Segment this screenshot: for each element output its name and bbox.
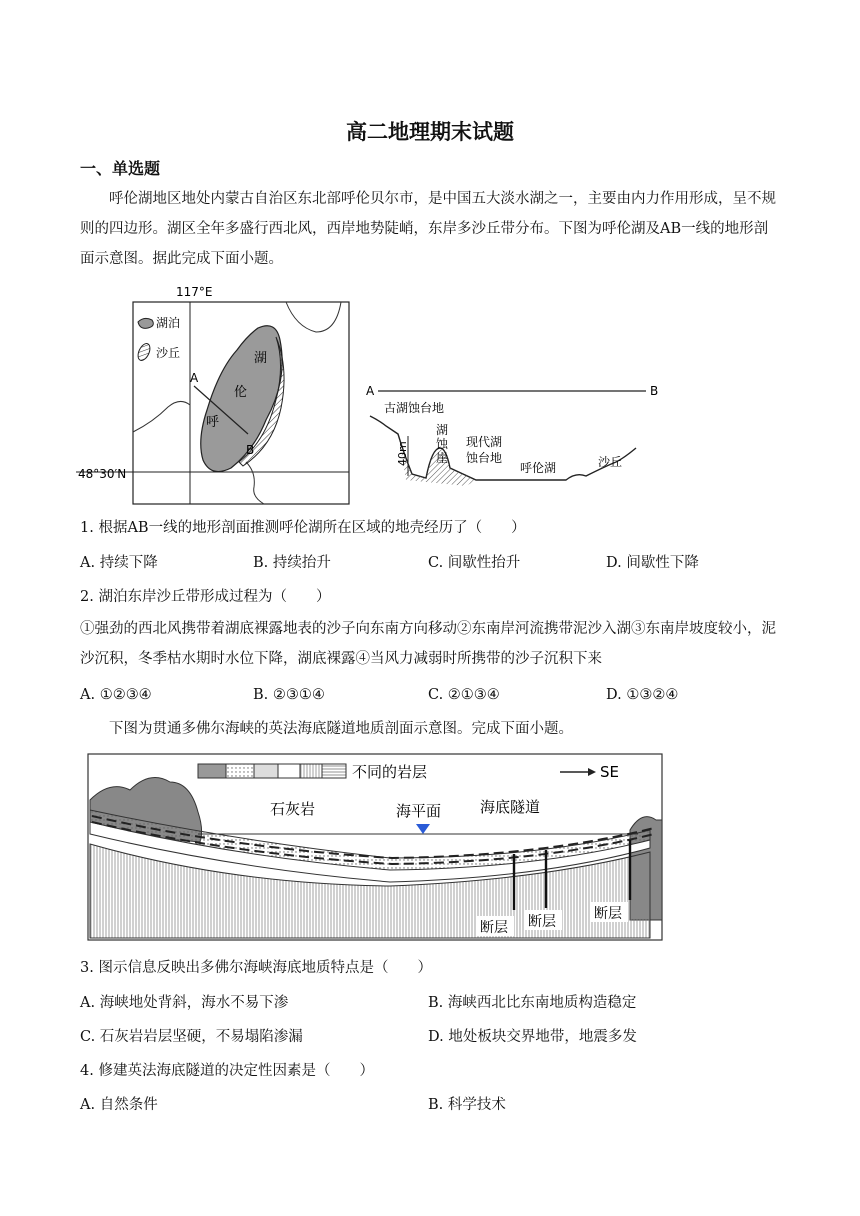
q2-option-d[interactable]: D. ①③②④ (606, 687, 679, 703)
q1-option-b[interactable]: B. 持续抬升 (253, 555, 331, 571)
rock-legend-4 (278, 764, 300, 778)
lake-char-3: 呼 (206, 415, 220, 430)
label-tunnel: 海底隧道 (480, 798, 541, 816)
label-cliff-2: 蚀 (436, 437, 449, 451)
label-modern-terrace-1: 现代湖 (466, 435, 503, 449)
q3-option-a[interactable]: A. 海峡地处背斜，海水不易下渗 (80, 995, 289, 1011)
question-1-stem: 1. 根据AB一线的地形剖面推测呼伦湖所在区域的地壳经历了（ ） (80, 520, 526, 536)
label-sand-dune: 沙丘 (598, 455, 623, 469)
label-hulun-lake: 呼伦湖 (520, 461, 557, 475)
channel-tunnel-profile (78, 750, 670, 946)
legend-rock-label: 不同的岩层 (352, 763, 428, 781)
legend-lake-label: 湖泊 (156, 316, 181, 330)
direction-label: SE (600, 763, 619, 781)
q1-option-c[interactable]: C. 间歇性抬升 (428, 555, 521, 571)
point-a-label: A (190, 371, 199, 385)
passage-1: 呼伦湖地区地处内蒙古自治区东北部呼伦贝尔市，是中国五大淡水湖之一，主要由内力作用形成，呈不规则的四边形。湖区全年多盛行西北风，西岸地势陡峭，东岸多沙丘带分布。下图为呼伦湖及AB一线的地形剖面示意图。据此完成下面小题。 (80, 191, 776, 267)
q4-option-b[interactable]: B. 科学技术 (428, 1097, 506, 1113)
legend-dune-label: 沙丘 (156, 346, 181, 360)
question-4-stem: 4. 修建英法海底隧道的决定性因素是（ ） (80, 1063, 374, 1079)
rock-legend-2 (226, 764, 254, 778)
label-cliff-1: 湖 (436, 423, 449, 437)
profile-a-label: A (366, 384, 375, 398)
fault-label-1: 断层 (480, 920, 508, 936)
label-modern-terrace-2: 蚀台地 (466, 451, 503, 465)
question-2-text: ①强劲的西北风携带着湖底裸露地表的沙子向东南方向移动②东南岸河流携带泥沙入湖③东南岸坡度较小，泥沙沉积，冬季枯水期时水位下降，湖底裸露④当风力减弱时所携带的沙子沉积下来 (80, 621, 776, 667)
dune-legend-icon (136, 342, 153, 363)
profile-b-label: B (650, 384, 659, 398)
q3-option-b[interactable]: B. 海峡西北比东南地质构造稳定 (428, 995, 637, 1011)
q4-option-a[interactable]: A. 自然条件 (80, 1097, 158, 1113)
passage-2: 下图为贯通多佛尔海峡的英法海底隧道地质剖面示意图。完成下面小题。 (109, 721, 573, 737)
fault-label-3: 断层 (594, 906, 622, 922)
label-cliff-3: 崖 (436, 451, 449, 465)
river (246, 462, 264, 504)
coastline (286, 302, 341, 332)
q3-option-c[interactable]: C. 石灰岩岩层坚硬，不易塌陷渗漏 (80, 1029, 303, 1045)
q2-option-c[interactable]: C. ②①③④ (428, 687, 500, 703)
point-b-label: B (246, 443, 255, 457)
q2-option-b[interactable]: B. ②③①④ (253, 687, 325, 703)
label-sea-level: 海平面 (396, 802, 442, 820)
question-3-stem: 3. 图示信息反映出多佛尔海峡海底地质特点是（ ） (80, 960, 432, 976)
hulun-lake-map (76, 282, 366, 512)
label-ancient-terrace: 古湖蚀台地 (384, 401, 445, 415)
lake-legend-icon (138, 318, 153, 328)
rock-legend-3 (254, 764, 278, 778)
lake-char-1: 湖 (254, 351, 268, 366)
q1-option-a[interactable]: A. 持续下降 (80, 555, 158, 571)
label-limestone: 石灰岩 (270, 800, 316, 818)
rock-legend-5 (300, 764, 322, 778)
longitude-label: 117°E (176, 285, 213, 299)
page-title: 高二地理期末试题 (346, 119, 514, 144)
latitude-label: 48°30′N (78, 467, 127, 481)
height-label: 40m (396, 441, 409, 466)
rock-legend-6 (322, 764, 346, 778)
river (133, 401, 190, 432)
ab-terrain-profile (362, 376, 672, 506)
q2-option-a[interactable]: A. ①②③④ (80, 687, 152, 703)
lake-char-2: 伦 (234, 385, 248, 400)
rock-legend-1 (198, 764, 226, 778)
question-2-stem: 2. 湖泊东岸沙丘带形成过程为（ ） (80, 589, 331, 605)
section-heading: 一、单选题 (80, 159, 161, 178)
q1-option-d[interactable]: D. 间歇性下降 (606, 555, 699, 571)
q3-option-d[interactable]: D. 地处板块交界地带，地震多发 (428, 1029, 637, 1045)
fault-label-2: 断层 (528, 914, 556, 930)
